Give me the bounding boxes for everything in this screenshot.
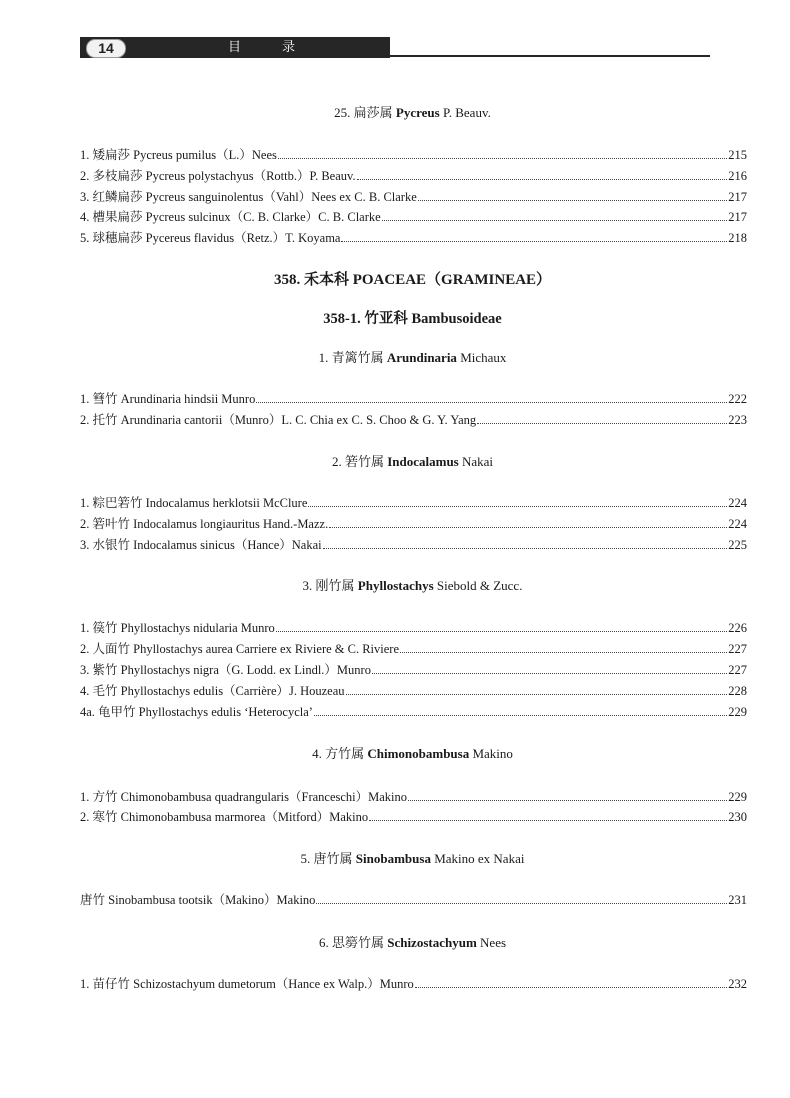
entry-text: 3. 水银竹 Indocalamus sinicus（Hance）Nakai [80,538,322,552]
header-rule [390,55,710,57]
dot-leader [408,800,727,801]
entry-page: 227 [728,642,747,656]
dot-leader [418,200,727,201]
genus-heading-indocalamus: 2. 箬竹属 Indocalamus Nakai [331,454,494,469]
toc-entry[interactable] [80,147,747,163]
entry-page: 222 [728,392,747,406]
toc-entry[interactable] [80,391,747,407]
dot-leader [400,652,727,653]
toc-entry[interactable] [80,683,747,699]
page-number-badge: 14 [86,39,126,58]
entry-text: 3. 红鳞扁莎 Pycreus sanguinolentus（Vahl）Nees ex C. B. Clarke [80,190,417,204]
entry-text: 2. 寒竹 Chimonobambusa marmorea（Mitford）Makino [80,810,369,824]
entry-page: 226 [728,621,747,635]
genus-heading-arundinaria: 1. 青篱竹属 Arundinaria Michaux [318,350,507,365]
entry-page: 224 [728,496,747,510]
entry-page: 216 [728,169,747,183]
entry-text: 2. 箬叶竹 Indocalamus longiauritus Hand.-Mazz. [80,517,329,531]
toc-entry[interactable] [80,809,747,825]
dot-leader [346,694,728,695]
dot-leader [341,241,727,242]
toc-entry[interactable] [80,516,747,532]
entry-text: 2. 人面竹 Phyllostachys aurea Carriere ex Riviere & C. Riviere [80,642,400,656]
entry-text: 5. 球穗扁莎 Pycereus flavidus（Retz.）T. Koyama [80,231,341,245]
toc-entry[interactable] [80,230,747,246]
entry-text: 4a. 龟甲竹 Phyllostachys edulis ‘Heterocycla’ [80,705,313,719]
toc-entry[interactable] [80,209,747,225]
genus-heading-chimonobambusa: 4. 方竹属 Chimonobambusa Makino [312,746,513,761]
toc-entry[interactable] [80,704,747,720]
toc-entry[interactable] [80,892,747,908]
entry-text: 1. 篲竹 Arundinaria hindsii Munro [80,392,256,406]
toc-entry[interactable] [80,662,747,678]
dot-leader [357,179,728,180]
dot-leader [369,820,727,821]
toc-entry[interactable] [80,495,747,511]
entry-page: 229 [728,705,747,719]
dot-leader [323,548,728,549]
entry-page: 232 [728,977,747,991]
genus-heading-pycreus: 25. 扁莎属 Pycreus P. Beauv. [334,105,491,120]
toc-entry[interactable] [80,537,747,553]
dot-leader [372,673,727,674]
entry-text: 2. 托竹 Arundinaria cantorii（Munro）L. C. Chia ex C. S. Choo & G. Y. Yang [80,413,477,427]
entry-text: 3. 紫竹 Phyllostachys nigra（G. Lodd. ex Lindl.）Munro [80,663,371,677]
entry-text: 1. 矮扁莎 Pycreus pumilus（L.）Nees [80,148,277,162]
header-section-title: 目 录 [228,40,310,55]
dot-leader [278,158,727,159]
entry-page: 229 [728,790,747,804]
entry-page: 228 [728,684,747,698]
toc-entry[interactable] [80,641,747,657]
entry-page: 215 [728,148,747,162]
dot-leader [308,506,727,507]
entry-page: 217 [728,210,747,224]
entry-text: 1. 篌竹 Phyllostachys nidularia Munro [80,621,275,635]
dot-leader [276,631,727,632]
entry-page: 218 [728,231,747,245]
dot-leader [329,527,727,528]
subfamily-heading: 358-1. 竹亚科 Bambusoideae [323,311,502,327]
entry-text: 4. 槽果扁莎 Pycreus sulcinux（C. B. Clarke）C. B. Clarke [80,210,381,224]
entry-page: 230 [728,810,747,824]
entry-text: 2. 多枝扁莎 Pycreus polystachyus（Rottb.）P. Beauv. [80,169,356,183]
toc-entry[interactable] [80,620,747,636]
dot-leader [382,220,728,221]
family-heading: 358. 禾本科 POACEAE（GRAMINEAE） [273,272,552,288]
toc-entry[interactable] [80,189,747,205]
dot-leader [316,903,727,904]
entry-text: 4. 毛竹 Phyllostachys edulis（Carrière）J. Houzeau [80,684,345,698]
entry-text: 1. 苗仔竹 Schizostachyum dumetorum（Hance ex Walp.）Munro [80,977,414,991]
toc-entry[interactable] [80,976,747,992]
entry-page: 231 [728,893,747,907]
toc-entry[interactable] [80,789,747,805]
entry-text: 1. 粽巴箬竹 Indocalamus herklotsii McClure [80,496,308,510]
dot-leader [415,987,727,988]
entry-text: 唐竹 Sinobambusa tootsik（Makino）Makino [80,893,316,907]
entry-text: 1. 方竹 Chimonobambusa quadrangularis（Franceschi）Makino [80,790,408,804]
dot-leader [477,423,727,424]
genus-heading-sinobambusa: 5. 唐竹属 Sinobambusa Makino ex Nakai [300,851,525,866]
entry-page: 217 [728,190,747,204]
toc-entry[interactable] [80,168,747,184]
entry-page: 224 [728,517,747,531]
genus-heading-phyllostachys: 3. 刚竹属 Phyllostachys Siebold & Zucc. [302,578,523,593]
toc-entry[interactable] [80,412,747,428]
entry-page: 225 [728,538,747,552]
entry-page: 227 [728,663,747,677]
entry-page: 223 [728,413,747,427]
dot-leader [256,402,727,403]
genus-heading-schizostachyum: 6. 思簩竹属 Schizostachyum Nees [318,935,507,950]
dot-leader [314,715,727,716]
